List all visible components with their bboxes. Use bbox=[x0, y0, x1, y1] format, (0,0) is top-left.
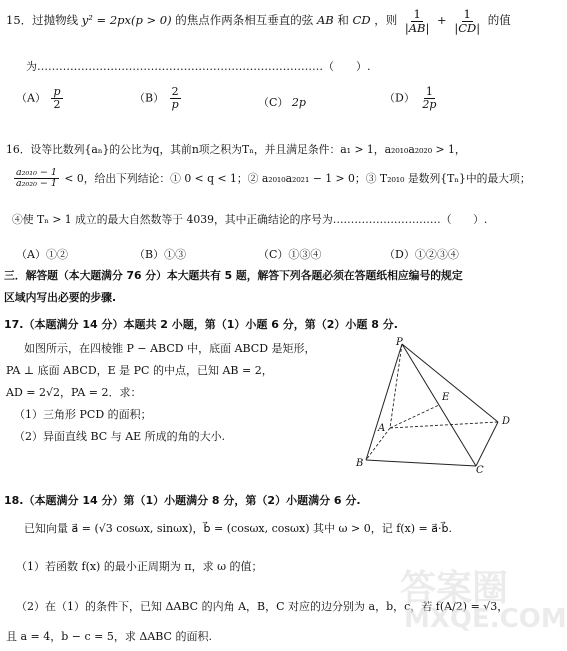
q15-chord-ab: AB bbox=[316, 13, 334, 28]
q16-ratio-frac bbox=[14, 168, 59, 190]
q15-frac-1 bbox=[403, 8, 432, 34]
q15-option-c bbox=[258, 94, 306, 110]
q15-option-a-frac bbox=[51, 86, 62, 111]
label-a: A bbox=[378, 423, 386, 434]
q16-option-a: （A）①② bbox=[16, 248, 68, 261]
q15-option-a-label: （A） bbox=[16, 91, 46, 105]
watermark-logo: 答案圈 bbox=[400, 568, 509, 609]
q16-option-c: （C）①③④ bbox=[258, 248, 322, 261]
q15-option-b-num: 2 bbox=[171, 85, 179, 98]
q15-tail: 的值 bbox=[487, 13, 511, 28]
q16-ratio-den: a₂₀₂₀ − 1 bbox=[16, 178, 57, 190]
q15-option-d-num: 1 bbox=[425, 85, 433, 98]
q15-option-c-label: （C） bbox=[258, 96, 289, 109]
q18-header: 18.（本题满分 14 分）第（1）小题满分 8 分，第（2）小题满分 6 分. bbox=[4, 494, 361, 507]
q15-frac-1-num: 1 bbox=[413, 7, 421, 21]
q15-frac-2-den: |CD| bbox=[454, 20, 481, 35]
q15-then: ，则 bbox=[374, 13, 398, 28]
q15-frac-2 bbox=[452, 8, 482, 34]
q18-line4: 且 a = 4，b − c = 5，求 ΔABC 的面积. bbox=[6, 630, 212, 643]
q15-option-b-frac bbox=[170, 86, 181, 111]
q15-option-d-label: （D） bbox=[384, 91, 415, 105]
q15-prefix: 15．过抛物线 bbox=[6, 13, 79, 28]
q16-option-d: （D）①②③④ bbox=[384, 248, 459, 261]
q15-line2: 为……………………………………………………………………（ ）. bbox=[26, 60, 371, 73]
edge-bc bbox=[366, 460, 476, 466]
q15-option-b bbox=[134, 86, 183, 111]
q15-parabola-eq: y² = 2px(p > 0) bbox=[81, 13, 172, 28]
q17-line4: （1）三角形 PCD 的面积； bbox=[14, 408, 152, 421]
label-c: C bbox=[476, 465, 484, 476]
segment-ae bbox=[390, 405, 439, 428]
q15-option-d-frac bbox=[420, 86, 438, 111]
edge-pa bbox=[390, 344, 402, 428]
section3-line2: 区域内写出必要的步骤. bbox=[4, 291, 117, 304]
edge-ad bbox=[390, 422, 498, 428]
q18-line2: （1）若函数 f(x) 的最小正周期为 π，求 ω 的值； bbox=[16, 560, 263, 573]
label-e: E bbox=[442, 392, 450, 403]
edge-pb bbox=[366, 344, 402, 460]
pyramid-figure bbox=[352, 336, 524, 474]
q16-option-b: （B）①③ bbox=[134, 248, 187, 261]
q16-conclusions: < 0，给出下列结论：① 0 < q < 1；② a₂₀₁₀a₂₀₂₁ − 1 > 0；③ T₂₀₁₀ 是数列{Tₙ}中的最大项； bbox=[64, 171, 531, 185]
q17-line3: AD = 2√2，PA = 2．求： bbox=[6, 386, 142, 399]
q16-line3: ④使 Tₙ > 1 成立的最大自然数等于 4039，其中正确结论的序号为…………………………（ ）. bbox=[12, 213, 488, 226]
label-d: D bbox=[502, 416, 511, 427]
edge-cd bbox=[476, 422, 498, 466]
edge-pc bbox=[402, 344, 476, 466]
q15-line1 bbox=[6, 8, 511, 34]
q15-option-a-den: 2 bbox=[53, 98, 61, 112]
label-p: P bbox=[396, 337, 403, 348]
q17-line2: PA ⊥ 底面 ABCD，E 是 PC 的中点，已知 AB = 2， bbox=[6, 364, 273, 377]
q15-option-d-den: 2p bbox=[422, 98, 437, 112]
q17-line5: （2）异面直线 BC 与 AE 所成的角的大小. bbox=[14, 430, 226, 443]
q15-option-b-den: p bbox=[171, 98, 179, 112]
label-b: B bbox=[356, 458, 364, 469]
q15-frac-1-den: |AB| bbox=[404, 20, 430, 35]
q15-option-a-num: p bbox=[53, 85, 61, 98]
q17-header: 17.（本题满分 14 分）本题共 2 小题，第（1）小题 6 分，第（2）小题 8 分. bbox=[4, 318, 398, 331]
q15-option-c-value: 2p bbox=[291, 96, 306, 109]
q17-line1: 如图所示，在四棱锥 P − ABCD 中，底面 ABCD 是矩形， bbox=[24, 342, 316, 355]
q16-ratio-num: a₂₀₁₀ − 1 bbox=[16, 167, 57, 178]
q15-option-b-label: （B） bbox=[134, 91, 165, 105]
edge-pd bbox=[402, 344, 498, 422]
section3-line1: 三．解答题（本大题满分 76 分）本大题共有 5 题，解答下列各题必须在答题纸相应编号的规定 bbox=[4, 269, 463, 282]
q15-option-d bbox=[384, 86, 440, 111]
q15-mid: 的焦点作两条相互垂直的弦 bbox=[175, 13, 314, 28]
q15-option-a bbox=[16, 86, 65, 111]
q18-line1: 已知向量 a⃗ = (√3 cosωx, sinωx)，b⃗ = (cosωx, cosωx) 其中 ω > 0，记 f(x) = a⃗·b⃗. bbox=[24, 522, 452, 535]
q15-chord-cd: CD bbox=[352, 13, 371, 28]
watermark-url: MXQE.COM bbox=[404, 604, 567, 634]
q15-plus: + bbox=[437, 13, 447, 28]
q15-and: 和 bbox=[337, 13, 349, 28]
q18-line3: （2）在（1）的条件下，已知 ΔABC 的内角 A，B，C 对应的边分别为 a，b，c，若 f(A/2) = √3， bbox=[16, 600, 509, 613]
q16-line2 bbox=[12, 168, 531, 190]
q15-frac-2-num: 1 bbox=[463, 7, 471, 21]
q16-line1: 16．设等比数列{aₙ}的公比为q，其前n项之积为Tₙ，并且满足条件：a₁ > 1，a₂₀₁₀a₂₀₂₀ > 1， bbox=[6, 143, 466, 156]
